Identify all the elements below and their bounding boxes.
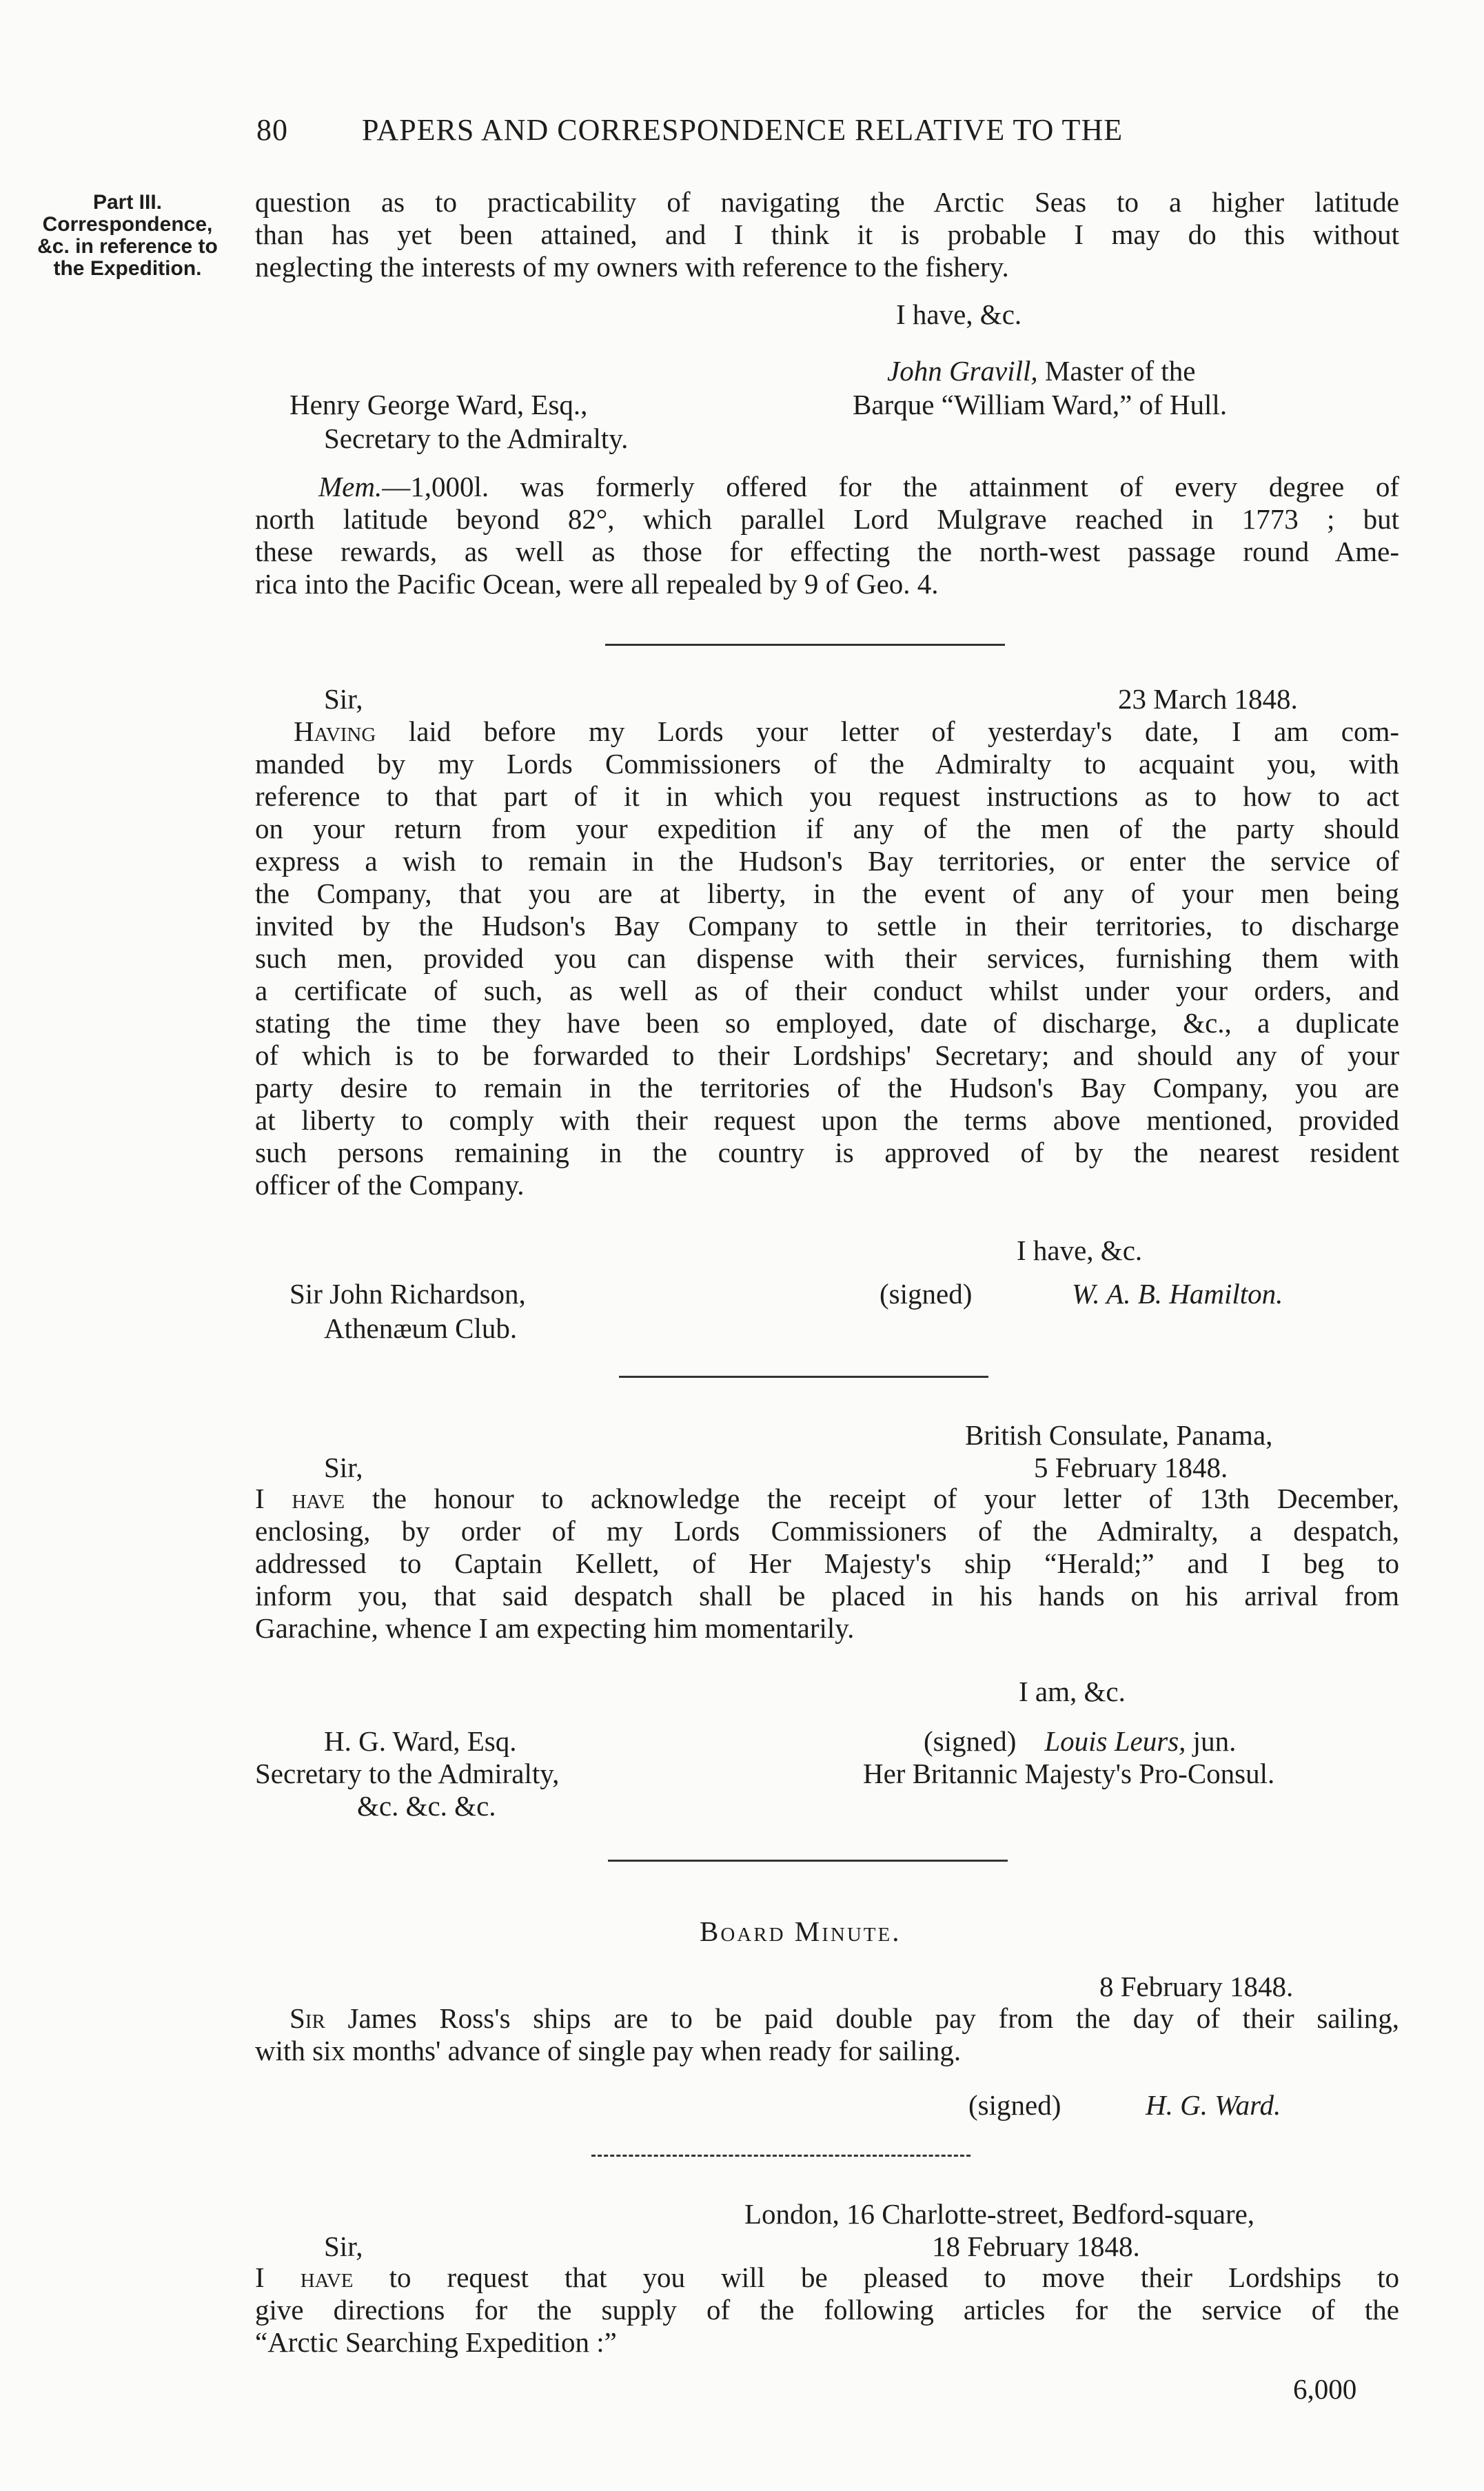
memo-line: north latitude beyond 82°, which parallel Lord Mulgrave reached in 1773 ; but bbox=[255, 503, 1399, 535]
body-text: the honour to acknowledge the receipt of your letter of 13th December, bbox=[345, 1483, 1399, 1514]
letter4-body bbox=[255, 2261, 1399, 2359]
memo-label: Mem. bbox=[318, 471, 383, 502]
body-line bbox=[255, 2002, 1399, 2035]
signer-name: Louis Leurs, bbox=[1044, 1725, 1186, 1757]
body-line: Garachine, whence I am expecting him momentarily. bbox=[255, 1612, 855, 1644]
letter3-closing: I am, &c. bbox=[1019, 1676, 1126, 1707]
letter4-salutation: Sir, bbox=[324, 2230, 363, 2262]
body-line: express a wish to remain in the Hudson's Bay territories, or enter the service of bbox=[255, 845, 1399, 877]
letter3-place: British Consulate, Panama, bbox=[965, 1419, 1273, 1451]
letter2-salutation: Sir, bbox=[324, 683, 363, 715]
body-line: such persons remaining in the country is approved of by the nearest resident bbox=[255, 1137, 1399, 1168]
body-line: such men, provided you can dispense with their services, furnishing them with bbox=[255, 942, 1399, 974]
letter1-signer-vessel: Barque “William Ward,” of Hull. bbox=[853, 389, 1228, 420]
minute-body bbox=[255, 2002, 1399, 2067]
letter2-signer: W. A. B. Hamilton. bbox=[1072, 1278, 1283, 1310]
minute-signed: (signed) bbox=[968, 2089, 1061, 2121]
signed-label: (signed) bbox=[924, 1725, 1017, 1757]
running-title: PAPERS AND CORRESPONDENCE RELATIVE TO THE bbox=[362, 113, 1124, 147]
memo-line bbox=[255, 471, 1399, 503]
lead-word: Having bbox=[294, 715, 376, 747]
letter3-signer-title: Her Britannic Majesty's Pro-Consul. bbox=[863, 1758, 1275, 1789]
body-line: reference to that part of it in which you request instructions as to how to act bbox=[255, 780, 1399, 812]
body-line: a certificate of such, as well as of their conduct whilst under your orders, and bbox=[255, 975, 1399, 1006]
margin-note-line: Correspondence, bbox=[42, 213, 213, 236]
body-line: on your return from your expedition if any of the men of the party should bbox=[255, 813, 1399, 844]
margin-note-line: Part III. bbox=[92, 191, 163, 214]
body-line: invited by the Hudson's Bay Company to settle in their territories, to discharge bbox=[255, 910, 1399, 942]
body-line: with six months' advance of single pay when ready for sailing. bbox=[255, 2035, 962, 2066]
section-rule bbox=[608, 1860, 1008, 1862]
lead-word: I have bbox=[255, 1483, 345, 1514]
minute-heading: Board Minute. bbox=[700, 1915, 902, 1947]
body-line: question as to practicability of navigating the Arctic Seas to a higher latitude bbox=[255, 186, 1399, 218]
letter2-body bbox=[255, 715, 1399, 1201]
body-line: neglecting the interests of my owners with reference to the fishery. bbox=[255, 251, 1009, 283]
page-number: 80 bbox=[256, 113, 288, 147]
letter2-addressee-place: Athenæum Club. bbox=[324, 1312, 518, 1344]
body-line: party desire to remain in the territories of the Hudson's Bay Company, you are bbox=[255, 1072, 1399, 1104]
body-text: to request that you will be pleased to move their Lordships to bbox=[353, 2261, 1399, 2293]
body-line: give directions for the supply of the following articles for the service of the bbox=[255, 2294, 1399, 2326]
body-line: stating the time they have been so employed, date of discharge, &c., a duplicate bbox=[255, 1007, 1399, 1039]
margin-note-line: &c. in reference to bbox=[37, 235, 218, 258]
margin-note-line: the Expedition. bbox=[53, 257, 202, 280]
margin-note bbox=[7, 192, 248, 280]
body-line: addressed to Captain Kellett, of Her Majesty's ship “Herald;” and I beg to bbox=[255, 1547, 1399, 1579]
memo-text: —1,000l. was formerly offered for the attainment of every degree of bbox=[382, 471, 1399, 502]
body-line: at liberty to comply with their request upon the terms above mentioned, provided bbox=[255, 1104, 1399, 1136]
letter2-signed: (signed) bbox=[880, 1278, 973, 1310]
section-rule bbox=[619, 1376, 988, 1378]
body-text: laid before my Lords your letter of yesterday's date, I am com- bbox=[376, 715, 1399, 747]
letter1-signature bbox=[887, 354, 1195, 388]
signer-suffix: jun. bbox=[1192, 1725, 1237, 1757]
letter2-closing: I have, &c. bbox=[1017, 1234, 1143, 1266]
letter4-date: 18 February 1848. bbox=[932, 2230, 1140, 2262]
body-line: of which is to be forwarded to their Lordships' Secretary; and should any of your bbox=[255, 1039, 1399, 1071]
signer-name: John Gravill, bbox=[887, 355, 1038, 387]
body-line bbox=[255, 1483, 1399, 1515]
letter1-body bbox=[255, 186, 1399, 283]
minute-signer: H. G. Ward. bbox=[1146, 2089, 1281, 2121]
body-line: enclosing, by order of my Lords Commissioners of the Admiralty, a despatch, bbox=[255, 1515, 1399, 1547]
lead-word: Sir bbox=[289, 2002, 325, 2034]
body-line: manded by my Lords Commissioners of the Admiralty to acquaint you, with bbox=[255, 748, 1399, 780]
catchword: 6,000 bbox=[1293, 2373, 1357, 2405]
section-rule bbox=[591, 2155, 970, 2157]
body-line: the Company, that you are at liberty, in the event of any of your men being bbox=[255, 877, 1399, 909]
letter2-date: 23 March 1848. bbox=[1118, 683, 1298, 715]
letter3-addressee-name: H. G. Ward, Esq. bbox=[324, 1725, 517, 1757]
body-line: than has yet been attained, and I think it is probable I may do this without bbox=[255, 218, 1399, 250]
memo-body bbox=[255, 471, 1399, 600]
lead-word: I have bbox=[255, 2261, 354, 2293]
body-line: inform you, that said despatch shall be placed in his hands on his arrival from bbox=[255, 1580, 1399, 1611]
body-text: James Ross's ships are to be paid double pay from the day of their sailing, bbox=[325, 2002, 1399, 2034]
letter1-addressee-name: Henry George Ward, Esq., bbox=[289, 389, 588, 420]
letter3-date: 5 February 1848. bbox=[1034, 1452, 1228, 1483]
letter3-body bbox=[255, 1483, 1399, 1645]
letter3-addressee-etc: &c. &c. &c. bbox=[357, 1790, 496, 1822]
letter2-addressee-name: Sir John Richardson, bbox=[289, 1278, 526, 1310]
letter1-closing: I have, &c. bbox=[896, 298, 1022, 330]
signer-title: Master of the bbox=[1044, 355, 1196, 387]
body-line bbox=[255, 2261, 1399, 2294]
section-rule bbox=[605, 644, 1005, 646]
letter4-place: London, 16 Charlotte-street, Bedford-square, bbox=[744, 2198, 1255, 2230]
body-line bbox=[255, 715, 1399, 748]
body-line: “Arctic Searching Expedition :” bbox=[255, 2326, 617, 2358]
memo-line: these rewards, as well as those for effecting the north-west passage round Ame- bbox=[255, 536, 1399, 567]
letter3-salutation: Sir, bbox=[324, 1452, 363, 1483]
letter3-addressee-title: Secretary to the Admiralty, bbox=[255, 1758, 560, 1789]
letter3-signature bbox=[924, 1725, 1236, 1758]
letter1-addressee-title: Secretary to the Admiralty. bbox=[324, 423, 629, 454]
body-line: officer of the Company. bbox=[255, 1169, 525, 1201]
memo-line: rica into the Pacific Ocean, were all repealed by 9 of Geo. 4. bbox=[255, 568, 939, 600]
minute-date: 8 February 1848. bbox=[1099, 1971, 1294, 2002]
